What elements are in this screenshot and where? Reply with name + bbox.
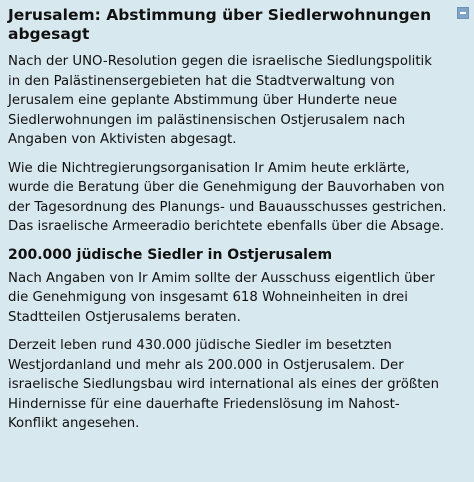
minus-icon (460, 12, 466, 14)
article-paragraph: Derzeit leben rund 430.000 jüdische Siedler im besetzten Westjordanland und mehr als 200.000 in Ostjerusalem. Der israelische Siedlungsbau wird international als eines der größten Hindernisse für eine dauerhafte Friedenslösung im Nahost-Konflikt angesehen. (8, 338, 440, 431)
article-subheading: 200.000 jüdische Siedler in Ostjerusalem (8, 246, 333, 263)
article-paragraph: Nach der UNO-Resolution gegen die israelische Siedlungspolitik in den Palästinensergebieten hat die Stadtverwaltung von Jerusalem eine geplante Abstimmung über Hunderte neue Siedlerwohnungen im palästinensischen Ostjerusalem nach Angaben von Aktivisten abgesagt. (8, 54, 432, 147)
article-headline: Jerusalem: Abstimmung über Siedlerwohnungen abgesagt (8, 6, 432, 43)
article-paragraph: Wie die Nichtregierungsorganisation Ir Amim heute erklärte, wurde die Beratung über die Genehmigung der Bauvorhaben von der Tagesordnung des Planungs- und Bauausschusses gestrichen. Das israelische Armeeradio berichtete ebenfalls über die Absage. (8, 160, 447, 234)
collapse-button[interactable] (457, 7, 469, 19)
article-paragraph: Nach Angaben von Ir Amim sollte der Ausschuss eigentlich über die Genehmigung von insgesamt 618 Wohneinheiten in drei Stadtteilen Ostjerusalems beraten. (8, 270, 435, 325)
article (8, 6, 448, 443)
